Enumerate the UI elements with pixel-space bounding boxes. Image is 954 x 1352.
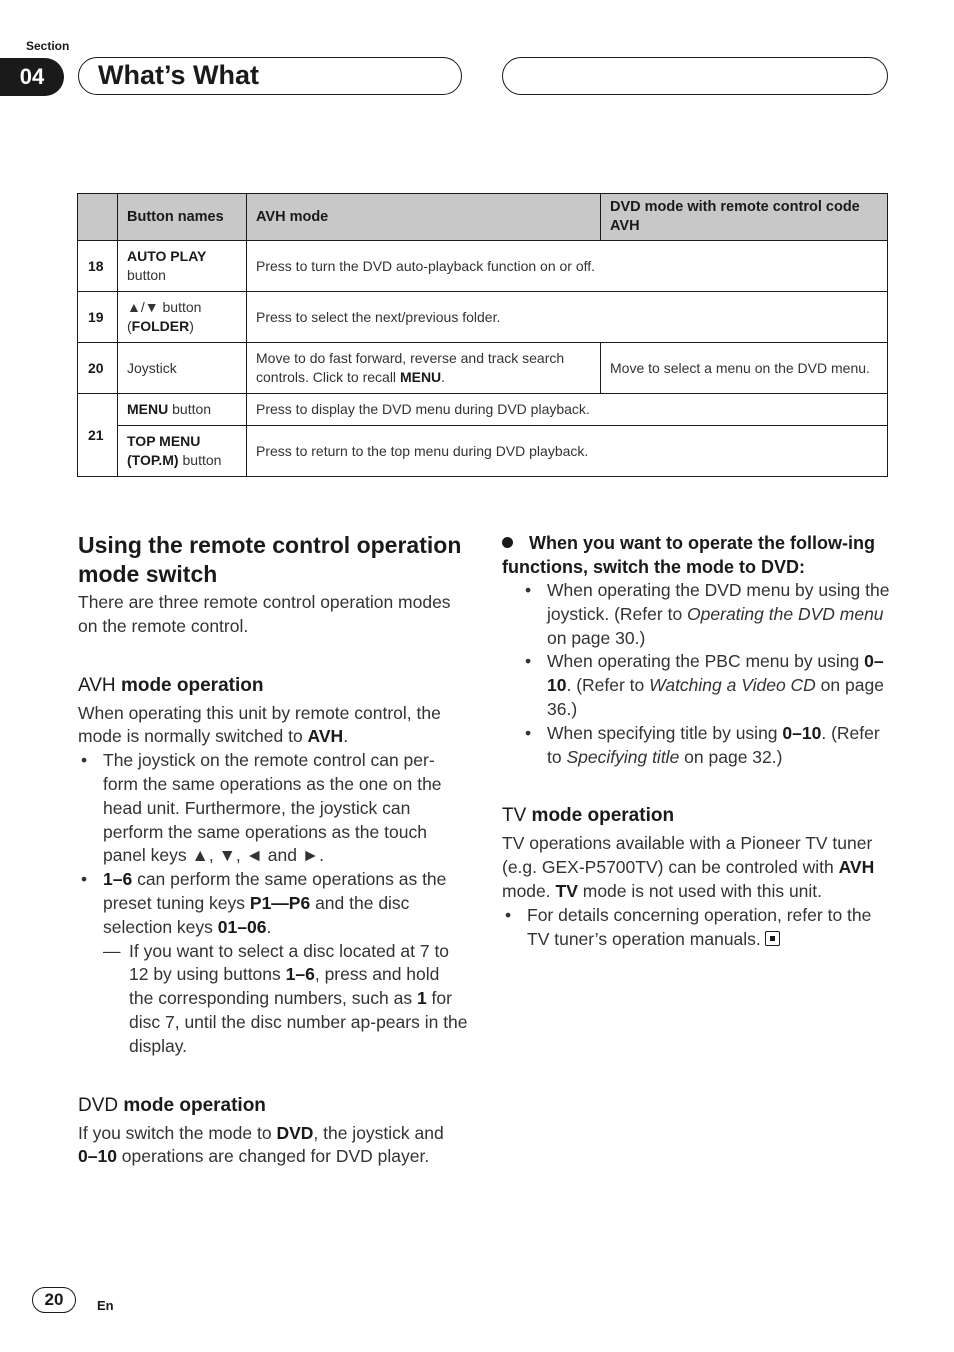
- table-header-row: [78, 194, 888, 241]
- bullet-bold: 01–06: [217, 916, 267, 937]
- right-column: [502, 531, 892, 951]
- tv-text: TV operations available with a Pioneer TV tuner (e.g. GEX-P5700TV) can be controled with: [502, 833, 873, 878]
- list-item: [522, 650, 892, 721]
- header-button-names: Button names: [118, 194, 247, 241]
- list-item: [78, 868, 468, 939]
- dvd-heading-text: mode operation: [118, 1094, 266, 1116]
- table-row: [78, 241, 888, 292]
- button-name: [118, 426, 247, 477]
- button-name: [118, 394, 247, 426]
- dvd-function-list: [522, 579, 892, 769]
- item-text: on page 36.): [547, 675, 884, 719]
- tv-heading-text: mode operation: [526, 805, 675, 827]
- dvd-text: operations are changed for DVD player.: [116, 1146, 430, 1167]
- tv-text: mode.: [502, 880, 556, 901]
- button-name-post: ): [189, 318, 194, 334]
- row-number: 20: [78, 343, 118, 394]
- dvd-description: Move to select a menu on the DVD menu.: [601, 343, 888, 394]
- item-text: on page 30.): [547, 627, 646, 648]
- item-italic: Operating the DVD menu: [687, 603, 884, 624]
- dash-text: for disc 7, until the disc number ap-pears in the display.: [129, 988, 468, 1056]
- intro-paragraph: There are three remote control operation modes on the remote control.: [78, 592, 451, 636]
- row-description: Press to turn the DVD auto-playback function on or off.: [247, 241, 888, 292]
- dvd-text: , the joystick and: [313, 1122, 444, 1143]
- page-title: What’s What: [98, 60, 259, 90]
- avh-heading-text: mode operation: [115, 674, 264, 696]
- button-name: [118, 241, 247, 292]
- bullet-text: .: [266, 916, 272, 937]
- row-description: Press to return to the top menu during DVD playback.: [247, 426, 888, 477]
- section-heading: Using the remote control operation mode switch: [78, 532, 462, 587]
- avh-heading-prefix: AVH: [78, 674, 116, 696]
- button-name-pre: ▲/▼ button (: [127, 299, 202, 334]
- table-row: [78, 292, 888, 343]
- row-description: Press to display the DVD menu during DVD playback.: [247, 394, 888, 426]
- item-bold: 0–10: [547, 651, 884, 696]
- tv-paragraph: [502, 832, 892, 903]
- button-name-bold: MENU: [127, 401, 169, 417]
- tv-bullet-list: [502, 904, 892, 952]
- table-row: [78, 394, 888, 426]
- empty-title-frame: [502, 57, 888, 95]
- dash-note: [78, 940, 468, 1059]
- item-text: When operating the PBC menu by using: [547, 651, 865, 672]
- dash-text: If you want to select a disc located at 7 to 12 by using buttons: [129, 940, 450, 985]
- item-text: . (Refer to: [547, 722, 880, 767]
- tv-bullet-text: For details concerning operation, refer to the TV tuner’s operation manuals.: [527, 904, 872, 949]
- avh-p-bold: AVH: [307, 726, 344, 747]
- avh-desc-pre: Move to do fast forward, reverse and track search controls. Click to recall: [256, 350, 565, 385]
- button-name: [118, 292, 247, 343]
- dvd-bold: DVD: [276, 1122, 314, 1143]
- dvd-switch-heading-text: When you want to operate the follow-ing functions, switch the mode to DVD:: [502, 533, 875, 577]
- bullet-text: and the disc selection keys: [103, 892, 410, 937]
- avh-p-text: When operating this unit by remote control, the mode is normally switched to: [78, 702, 441, 747]
- item-text: When operating the DVD menu by using the joystick. (Refer to: [547, 580, 890, 624]
- language-label: En: [97, 1298, 114, 1313]
- bullet-bold: 1–6: [103, 869, 133, 890]
- bullet-text: can perform the same operations as the preset tuning keys: [103, 869, 447, 913]
- button-name-bold: TOP MENU (TOP.M): [127, 433, 201, 468]
- page-number: 20: [32, 1287, 76, 1313]
- dvd-switch-heading: [502, 531, 892, 579]
- header-avh-mode: AVH mode: [247, 194, 601, 241]
- avh-desc-bold: MENU: [399, 369, 442, 385]
- end-mark-icon: [765, 931, 780, 946]
- item-text: on page 32.): [679, 746, 783, 767]
- tv-text: mode is not used with this unit.: [577, 880, 823, 901]
- table-row: [78, 426, 888, 477]
- avh-desc-post: .: [441, 369, 446, 385]
- avh-mode-heading: [78, 674, 468, 698]
- button-name-bold: FOLDER: [131, 318, 190, 334]
- button-name-bold: AUTO PLAY: [127, 248, 207, 264]
- avh-bullet-list: [78, 749, 468, 939]
- header-dvd-mode: DVD mode with remote control code AVH: [601, 194, 888, 241]
- dvd-heading-prefix: DVD: [78, 1094, 119, 1116]
- row-number: 18: [78, 241, 118, 292]
- tv-bold: TV: [555, 880, 578, 901]
- list-item: • The joystick on the remote control can per-form the same operations as the one on the head unit. Furthermore, the joystick can perform the same operations as the touch panel keys ▲, ▼, ◄ and ►.: [78, 749, 468, 868]
- tv-heading-prefix: TV: [502, 805, 527, 827]
- list-item: [502, 904, 892, 952]
- row-description: Press to select the next/previous folder.: [247, 292, 888, 343]
- dvd-paragraph: [78, 1122, 468, 1170]
- tv-mode-heading: [502, 804, 892, 828]
- tv-bold: AVH: [838, 857, 875, 878]
- bullet-bold: P1—P6: [249, 892, 311, 913]
- dash-bold: 1–6: [285, 964, 315, 985]
- dash-text: , press and hold the corresponding numbers, such as: [129, 964, 440, 1009]
- row-number: 19: [78, 292, 118, 343]
- dvd-mode-heading: [78, 1094, 468, 1118]
- section-label: Section: [26, 39, 70, 53]
- item-italic: Watching a Video CD: [649, 675, 816, 696]
- filled-bullet-icon: [502, 537, 513, 548]
- button-table: [77, 193, 888, 477]
- dash-bold: 1: [416, 988, 427, 1009]
- table-row: [78, 343, 888, 394]
- left-column: [78, 531, 468, 1169]
- avh-paragraph: [78, 702, 468, 750]
- item-bold: 0–10: [782, 722, 822, 743]
- button-name-rest: button: [178, 452, 222, 468]
- item-italic: Specifying title: [566, 746, 680, 767]
- list-item: [522, 722, 892, 770]
- button-name-rest: button: [168, 401, 212, 417]
- row-number: 21: [78, 394, 118, 477]
- button-name: Joystick: [118, 343, 247, 394]
- list-item: [522, 579, 892, 650]
- avh-p-post: .: [343, 726, 349, 747]
- item-text: . (Refer to: [566, 675, 650, 696]
- section-number: 04: [0, 58, 64, 96]
- item-text: When specifying title by using: [547, 722, 783, 743]
- avh-description: [247, 343, 601, 394]
- header-blank: [78, 194, 118, 241]
- dvd-bold: 0–10: [78, 1146, 117, 1167]
- button-name-rest: button: [127, 267, 166, 283]
- dvd-text: If you switch the mode to: [78, 1122, 277, 1143]
